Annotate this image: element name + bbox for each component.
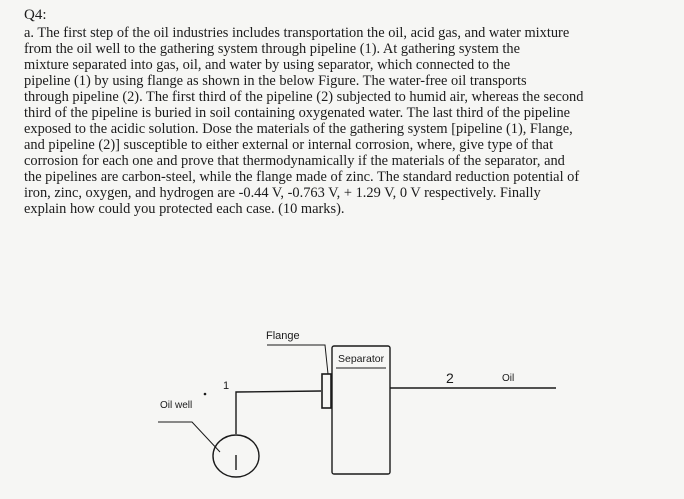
question-line: exposed to the acidic solution. Dose the materials of the gathering system [pipeline (1), Flange, — [24, 121, 573, 137]
question-line: through pipeline (2). The first third of the pipeline (2) subjected to humid air, whereas the second — [24, 89, 584, 105]
question-line: explain how could you protected each case. (10 marks). — [24, 201, 345, 217]
question-heading: Q4: — [24, 7, 47, 23]
oil-well-label: Oil well — [160, 400, 193, 411]
question-line: iron, zinc, oxygen, and hydrogen are -0.44 V, -0.763 V, + 1.29 V, 0 V respectively. Finally — [24, 185, 541, 201]
pipeline-2-label: 2 — [446, 370, 454, 386]
question-line: pipeline (1) by using flange as shown in the below Figure. The water-free oil transports — [24, 73, 527, 89]
oil-label: Oil — [502, 373, 515, 384]
pipeline-1-label: 1 — [223, 380, 230, 392]
separator-vessel — [332, 346, 390, 474]
flange-leader — [267, 345, 328, 374]
question-line: corrosion for each one and prove that thermodynamically if the materials of the separator, and — [24, 153, 565, 169]
question-line: from the oil well to the gathering system through pipeline (1). At gathering system the — [24, 41, 520, 57]
question-line: a. The first step of the oil industries includes transportation the oil, acid gas, and water mixture — [24, 25, 570, 41]
question-line: third of the pipeline is buried in soil containing oxygenated water. The last third of the pipeline — [24, 105, 571, 121]
separator-label: Separator — [338, 353, 385, 365]
question-body — [24, 25, 664, 217]
oil-well-leader — [158, 422, 220, 452]
flange-shape — [322, 374, 331, 408]
question-line: mixture separated into gas, oil, and water by using separator, which connected to the — [24, 57, 511, 73]
question-line: and pipeline (2)] susceptible to either external or internal corrosion, where, give type of that — [24, 137, 554, 153]
flange-label: Flange — [266, 330, 300, 342]
gathering-system-diagram — [150, 322, 570, 499]
gathering-system-figure — [150, 322, 570, 499]
pipeline-1-dot — [204, 393, 207, 396]
pipeline-1 — [236, 391, 321, 470]
question-line: the pipelines are carbon-steel, while the flange made of zinc. The standard reduction potential of — [24, 169, 580, 185]
question-block — [24, 6, 664, 217]
